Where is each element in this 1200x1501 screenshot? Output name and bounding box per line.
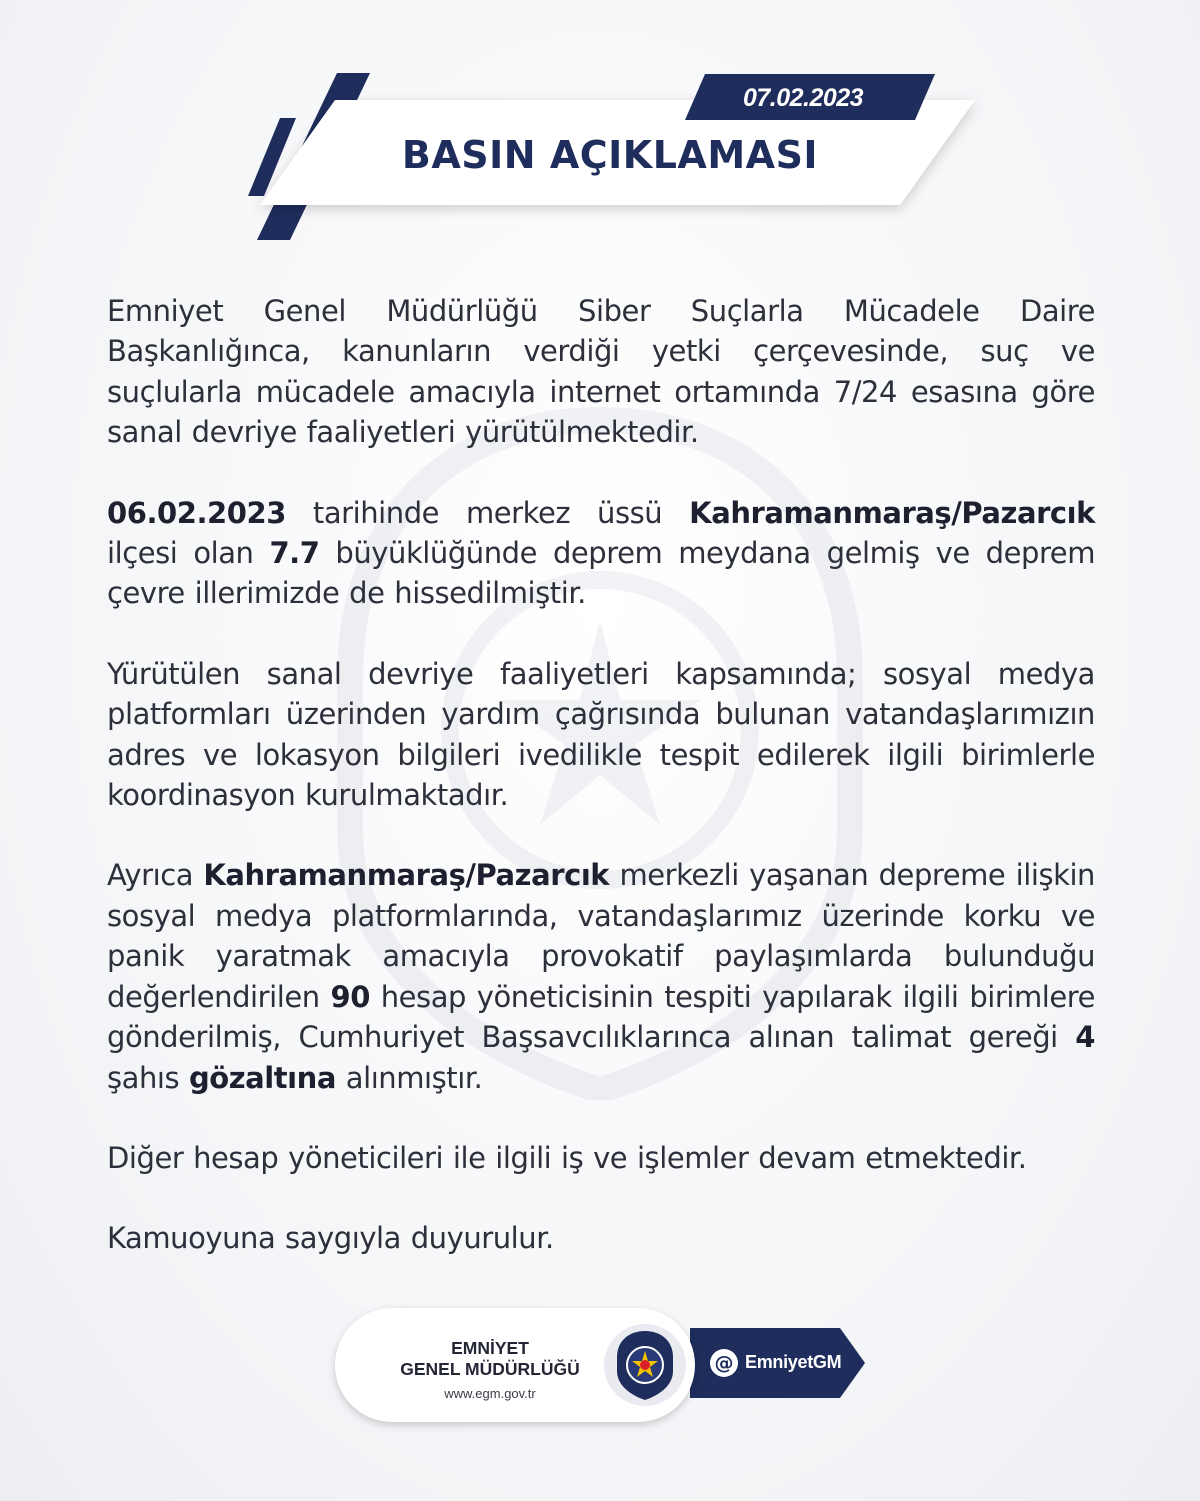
police-badge-icon	[603, 1323, 687, 1407]
emphasis-text: 90	[330, 979, 370, 1014]
social-handle[interactable]: EmniyetGM	[745, 1352, 842, 1372]
at-icon: @	[710, 1349, 738, 1377]
emphasis-text: 4	[1075, 1020, 1095, 1055]
header-stripes	[0, 0, 1200, 260]
paragraph	[107, 493, 1095, 614]
emphasis-text: Kahramanmaraş/Pazarcık	[203, 858, 610, 893]
paragraph	[107, 1218, 1095, 1258]
social-handle-tab[interactable]	[690, 1328, 868, 1398]
emphasis-text: 06.02.2023	[107, 495, 286, 530]
press-release-body	[107, 291, 1095, 1259]
paragraph-text: merkezli yaşanan depreme ilişkin sosyal medya platformlarında, vatandaşlarımız üzerinde korku ve panik yaratmak amacıyla provokatif paylaşımlarda bulunduğu değerlendirilen	[107, 858, 1095, 1014]
page-title: BASIN AÇIKLAMASI	[401, 133, 819, 177]
header	[0, 0, 1200, 260]
emphasis-text: gözaltına	[188, 1060, 336, 1095]
paragraph-text: tarihinde merkez üssü	[285, 495, 690, 530]
paragraph	[107, 855, 1095, 1097]
paragraph-text: Yürütülen sanal devriye faaliyetleri kapsamında; sosyal medya platformları üzerinden yardım çağrısında bulunan vatandaşlarımızın adres ve lokasyon bilgileri ivedilikle tespit edilerek ilgili birimlerle koordinasyon kurulmaktadır.	[107, 656, 1095, 813]
paragraph-text: Emniyet Genel Müdürlüğü Siber Suçlarla Mücadele Daire Başkanlığınca, kanunların verdiği yetki çerçevesinde, suç ve suçlularla mücadele amacıyla internet ortamında 7/24 esasına göre sanal devriye faaliyetleri yürütülmektedir.	[107, 294, 1095, 450]
website-link[interactable]: www.egm.gov.tr	[444, 1386, 536, 1401]
org-name-line1: EMNİYET	[451, 1338, 529, 1358]
paragraph-text: alınmıştır.	[336, 1060, 483, 1095]
paragraph-text: şahıs	[107, 1060, 189, 1095]
paragraph-text: ilçesi olan	[107, 536, 270, 571]
paragraph-text: Ayrıca	[107, 858, 204, 893]
paragraph-text: Kamuoyuna saygıyla duyurulur.	[107, 1221, 554, 1256]
press-date: 07.02.2023	[742, 84, 864, 112]
paragraph	[107, 654, 1095, 816]
paragraph-text: Diğer hesap yöneticileri ile ilgili iş ve işlemler devam etmektedir.	[107, 1140, 1027, 1175]
paragraph	[107, 291, 1095, 453]
paragraph-text: hesap yöneticisinin tespiti yapılarak ilgili birimlere gönderilmiş, Cumhuriyet Başsavcılıklarınca alınan talimat gereği	[107, 979, 1095, 1055]
emphasis-text: Kahramanmaraş/Pazarcık	[689, 495, 1095, 530]
org-name	[380, 1338, 600, 1380]
footer	[335, 1308, 875, 1423]
org-name-line2: GENEL MÜDÜRLÜĞÜ	[400, 1359, 580, 1379]
paragraph-text: büyüklüğünde deprem meydana gelmiş ve deprem çevre illerimizde de hissedilmiştir.	[107, 536, 1096, 611]
paragraph	[107, 1138, 1095, 1178]
emphasis-text: 7.7	[269, 536, 320, 571]
